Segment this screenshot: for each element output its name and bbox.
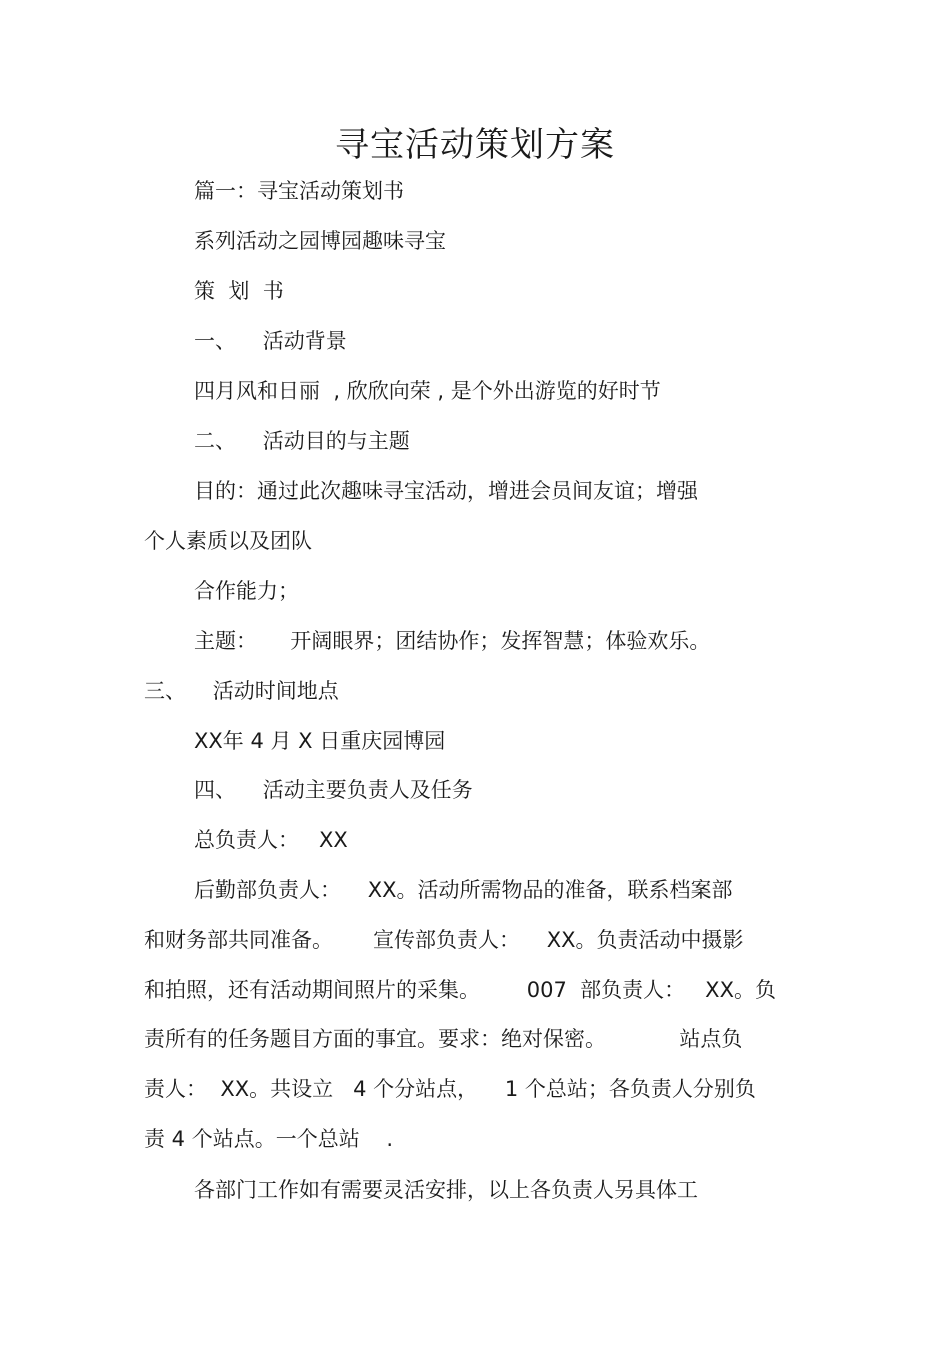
section-heading: 三、 活动时间地点 bbox=[144, 679, 339, 703]
paragraph-line: 篇一：寻宝活动策划书 bbox=[194, 179, 404, 203]
paragraph-line: 策 划 书 bbox=[194, 279, 284, 303]
paragraph-line: 后勤部负责人： XX。活动所需物品的准备，联系档案部 bbox=[194, 878, 733, 902]
paragraph-line: XX年 4 月 X 日重庆园博园 bbox=[194, 729, 446, 753]
paragraph-line: 各部门工作如有需要灵活安排，以上各负责人另具体工 bbox=[194, 1178, 698, 1202]
paragraph-line: 四月风和日丽 , 欣欣向荣 , 是个外出游览的好时节 bbox=[194, 379, 661, 403]
section-heading: 二、 活动目的与主题 bbox=[194, 429, 410, 453]
paragraph-line: 责人： XX。共设立 4 个分站点， 1 个总站；各负责人分别负 bbox=[144, 1077, 756, 1101]
paragraph-line: 个人素质以及团队 bbox=[144, 529, 312, 553]
section-heading: 四、 活动主要负责人及任务 bbox=[194, 778, 473, 802]
paragraph-line: 主题： 开阔眼界；团结协作；发挥智慧；体验欢乐。 bbox=[194, 629, 711, 653]
paragraph-line: 责 4 个站点。一个总站 . bbox=[144, 1127, 394, 1151]
paragraph-line: 目的：通过此次趣味寻宝活动，增进会员间友谊；增强 bbox=[194, 479, 698, 503]
paragraph-line: 责所有的任务题目方面的事宜。要求：绝对保密。 站点负 bbox=[144, 1027, 743, 1051]
section-heading: 一、 活动背景 bbox=[194, 329, 347, 353]
paragraph-line: 系列活动之园博园趣味寻宝 bbox=[194, 229, 446, 253]
paragraph-line: 和财务部共同准备。 宣传部负责人： XX。负责活动中摄影 bbox=[144, 928, 744, 952]
paragraph-line: 和拍照，还有活动期间照片的采集。 007 部负责人： XX。负 bbox=[144, 978, 776, 1002]
paragraph-line: 合作能力； bbox=[194, 579, 299, 603]
paragraph-line: 总负责人： XX bbox=[194, 828, 348, 852]
document-title: 寻宝活动策划方案 bbox=[335, 125, 615, 165]
